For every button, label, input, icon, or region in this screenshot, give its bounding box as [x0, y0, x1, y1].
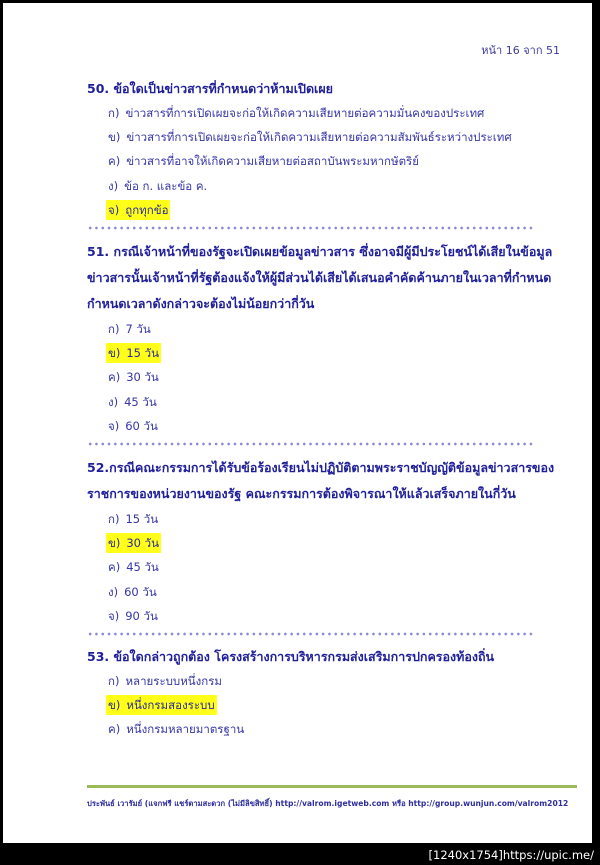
quiz-content [87, 77, 587, 742]
options-list [87, 507, 587, 628]
footer-divider [87, 785, 577, 788]
question-52 [87, 455, 587, 628]
option-c: ค) ข่าวสารที่อาจให้เกิดความเสียหายต่อสถาบันพระมหากษัตริย์ [108, 154, 419, 169]
options-list [87, 669, 587, 742]
question-51 [87, 239, 587, 438]
footer-credit: ประพันธ์ เวารัมย์ (แจกฟรี แชร์ตามสะดวก (ไม่มีลิขสิทธิ์) http://valrom.igetweb.com หรือ http://group.wunjun.com/valrom2012 [87, 799, 569, 808]
image-host-watermark: [1240x1754]https://upic.me/ [428, 848, 594, 862]
option-b-correct-answer: ข) หนึ่งกรมสองระบบ [106, 693, 587, 717]
question-53 [87, 645, 587, 742]
option-b-correct-answer: ข) 30 วัน [106, 531, 587, 555]
option-a: ก) ข่าวสารที่การเปิดเผยจะก่อให้เกิดความเสียหายต่อความมั่นคงของประเทศ [108, 106, 485, 120]
option-c: ค) 30 วัน [108, 370, 159, 385]
option-b: ข) ข่าวสารที่การเปิดเผยจะก่อให้เกิดความเสียหายต่อความสัมพันธ์ระหว่างประเทศ [108, 130, 512, 145]
option-a: ก) 7 วัน [108, 322, 151, 337]
dotted-separator [87, 439, 535, 449]
option-d: ง) ข้อ ก. และข้อ ค. [108, 178, 208, 193]
question-title: 52.กรณีคณะกรรมการได้รับข้อร้องเรียนไม่ปฏิบัติตามพระราชบัญญัติข้อมูลข่าวสารของราชการของหน่วยงานของรัฐ คณะกรรมการต้องพิจารณาให้แล้วเสร็จภายในกี่วัน [87, 460, 555, 502]
option-c: ค) 45 วัน [108, 560, 159, 575]
option-e: จ) 90 วัน [108, 608, 158, 623]
question-title: 51. กรณีเจ้าหน้าที่ของรัฐจะเปิดเผยข้อมูลข่าวสาร ซึ่งอาจมีผู้มีประโยชน์ได้เสียในข้อมูลข่าวสารนั้นเจ้าหน้าที่รัฐต้องแจ้งให้ผู้มีส่วนได้เสียได้เสนอคำคัดค้านภายในเวลาที่กำหนด กำหนดเวลาดังกล่าวจะต้องไม่น้อยกว่ากี่วัน [87, 244, 553, 312]
dotted-separator [87, 629, 535, 639]
question-title: 50. ข้อใดเป็นข่าวสารที่กำหนดว่าห้ามเปิดเผย [87, 81, 333, 96]
option-a: ก) หลายระบบหนึ่งกรม [108, 674, 223, 689]
option-d: ง) 45 วัน [108, 394, 157, 409]
options-list [87, 317, 587, 438]
document-page [3, 3, 592, 843]
dotted-separator [87, 223, 535, 233]
question-title: 53. ข้อใดกล่าวถูกต้อง โครงสร้างการบริหารกรมส่งเสริมการปกครองท้องถิ่น [87, 649, 495, 665]
option-a: ก) 15 วัน [108, 512, 159, 527]
question-50 [87, 77, 587, 222]
option-d: ง) 60 วัน [108, 584, 157, 599]
option-e-correct-answer: จ) ถูกทุกข้อ [106, 198, 587, 222]
options-list [87, 101, 587, 222]
option-b-correct-answer: ข) 15 วัน [106, 341, 587, 365]
page-indicator: หน้า 16 จาก 51 [481, 44, 560, 57]
option-e: จ) 60 วัน [108, 418, 158, 433]
option-c: ค) หนึ่งกรมหลายมาตรฐาน [108, 722, 245, 737]
